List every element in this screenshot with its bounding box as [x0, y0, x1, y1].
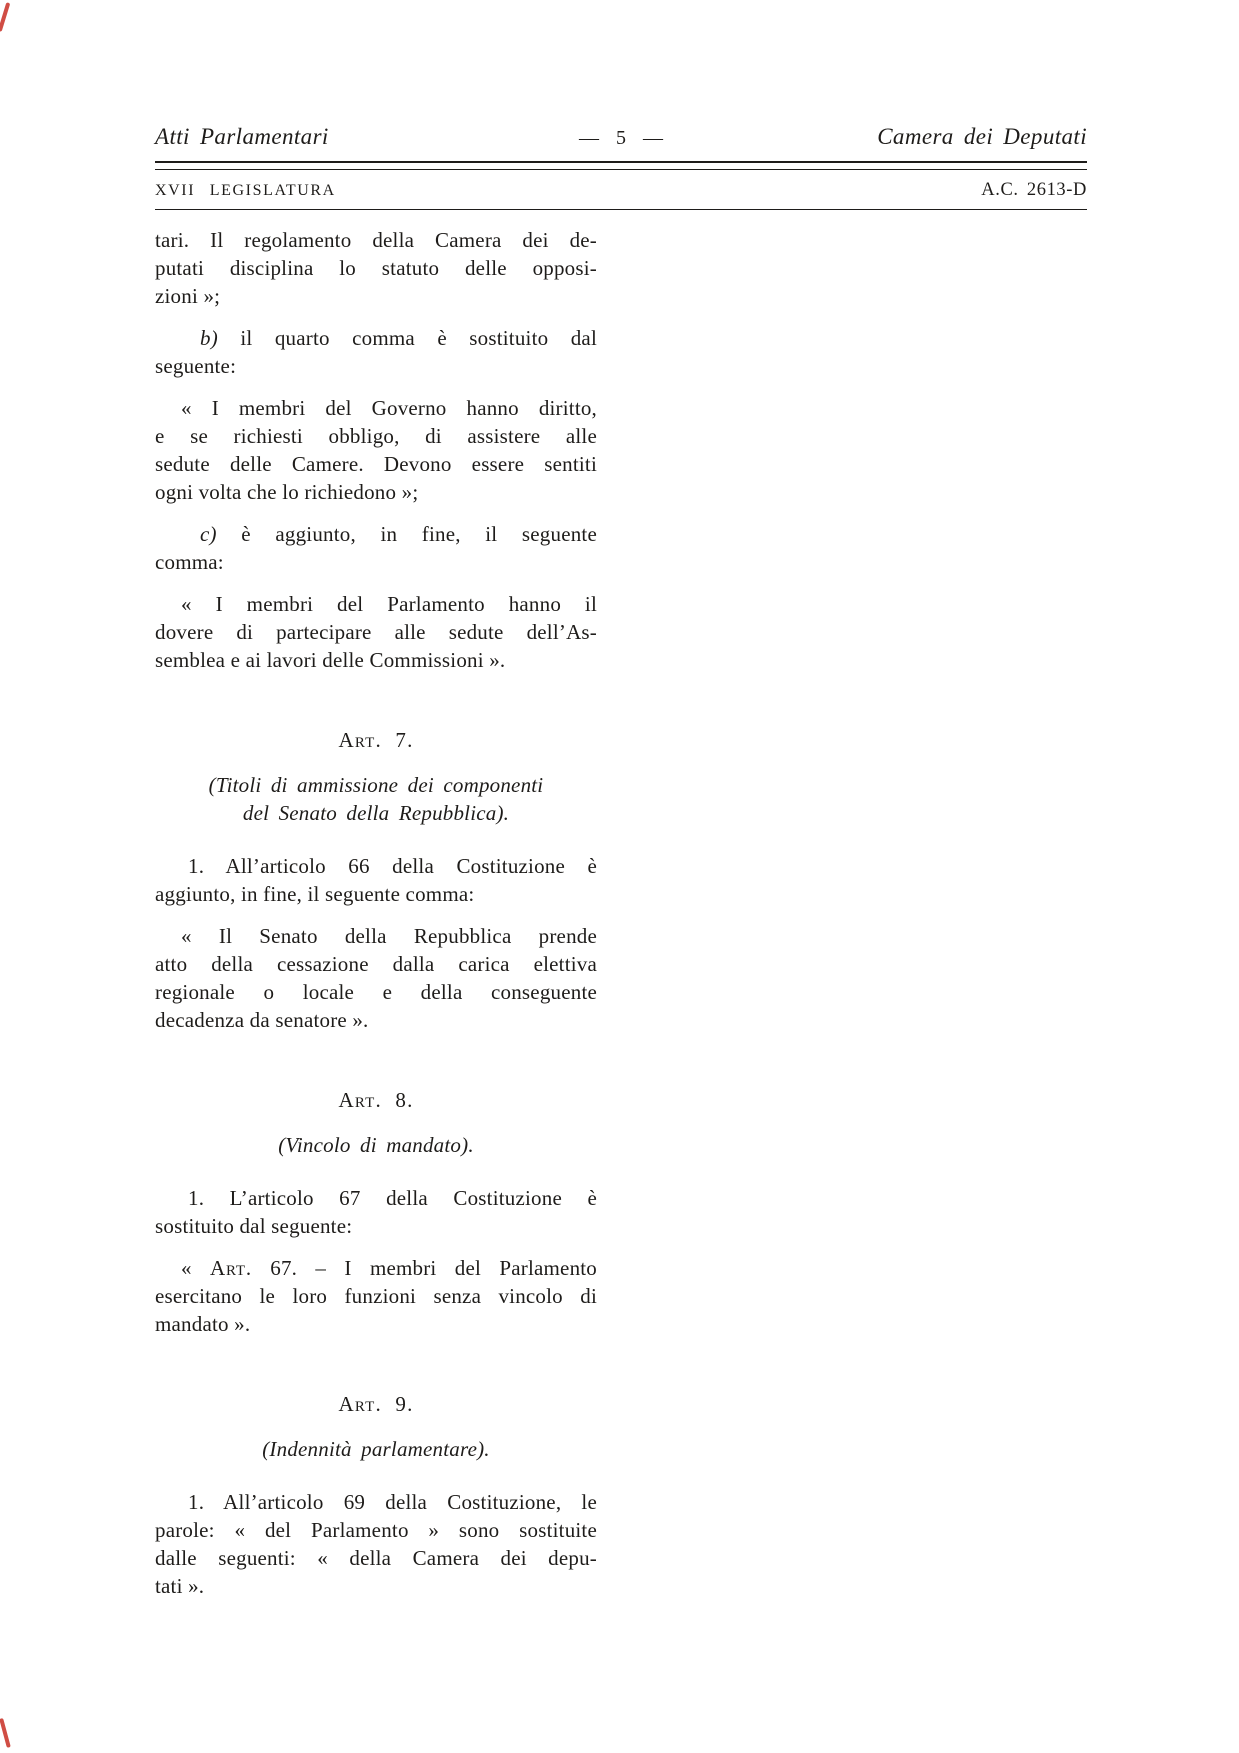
single-rule	[155, 209, 1087, 210]
page-dash-right: —	[643, 127, 663, 149]
page-header	[155, 124, 1087, 152]
body-line: seguente:	[155, 353, 237, 378]
body-line: regionale o locale e della conseguente	[155, 979, 597, 1004]
body-line: zioni »;	[155, 283, 221, 308]
paragraph	[155, 1184, 597, 1240]
article-subtitle	[155, 771, 597, 827]
header-journal-title: Atti Parlamentari	[155, 124, 329, 149]
item-letter: b)	[200, 325, 218, 350]
body-line: 1. L’articolo 67 della Costituzione è	[188, 1185, 597, 1210]
paragraph	[155, 922, 597, 1034]
article-heading: Art. 7.	[338, 727, 414, 752]
body-line: 1. All’articolo 66 della Costituzione è	[188, 853, 597, 878]
body-line	[155, 520, 597, 548]
body-line: dalle seguenti: « della Camera dei depu-	[155, 1545, 597, 1570]
body-line: ogni volta che lo richiedono »;	[155, 479, 419, 504]
body-line: sedute delle Camere. Devono essere sentiti	[155, 451, 597, 476]
subtitle-line: del Senato della Repubblica).	[242, 800, 510, 825]
body-line: tari. Il regolamento della Camera dei de-	[155, 227, 597, 252]
paragraph	[155, 520, 597, 576]
red-pen-mark-bottom-icon	[0, 1718, 10, 1748]
text-block	[155, 0, 1087, 1600]
body-line	[155, 324, 597, 352]
article-heading: Art. 9.	[338, 1391, 414, 1416]
header-legislature: XVII LEGISLATURA	[155, 181, 336, 199]
body-line: mandato ».	[155, 1311, 251, 1336]
header-chamber-title: Camera dei Deputati	[877, 124, 1087, 149]
red-pen-mark-top-icon	[0, 2, 10, 32]
quote-open: «	[181, 1255, 211, 1280]
subtitle-line: (Titoli di ammissione dei componenti	[208, 772, 544, 797]
text-column-right	[597, 226, 1087, 1600]
body-line: sostituito dal seguente:	[155, 1213, 353, 1238]
body-line: aggiunto, in fine, il seguente comma:	[155, 881, 475, 906]
paragraph	[155, 590, 597, 674]
body-line: atto della cessazione dalla carica elettiva	[155, 951, 597, 976]
body-line-text: è aggiunto, in fine, il seguente	[216, 521, 597, 546]
page-subheader	[155, 180, 1087, 202]
subtitle-line: (Indennità parlamentare).	[262, 1436, 490, 1461]
paragraph	[155, 852, 597, 908]
page-number: 5	[616, 127, 626, 149]
paragraph	[155, 1488, 597, 1600]
body-line: dovere di partecipare alle sedute dell’As-	[155, 619, 597, 644]
paragraph	[155, 394, 597, 506]
body-line: putati disciplina lo statuto delle opposi-	[155, 255, 597, 280]
article-subtitle	[155, 1131, 597, 1159]
body-line: parole: « del Parlamento » sono sostituite	[155, 1517, 597, 1542]
body-line: 1. All’articolo 69 della Costituzione, le	[188, 1489, 597, 1514]
article-heading: Art. 8.	[338, 1087, 414, 1112]
body-line: comma:	[155, 549, 224, 574]
header-page-number-group	[579, 127, 663, 150]
article-subtitle	[155, 1435, 597, 1463]
body-line: decadenza da senatore ».	[155, 1007, 369, 1032]
body-line: « Il Senato della Repubblica prende	[181, 923, 597, 948]
body-line: semblea e ai lavori delle Commissioni ».	[155, 647, 506, 672]
text-column-left	[155, 226, 597, 1600]
paragraph	[155, 324, 597, 380]
content-columns	[155, 226, 1087, 1600]
body-line: tati ».	[155, 1573, 205, 1598]
body-line: « I membri del Governo hanno diritto,	[181, 395, 597, 420]
page-dash-left: —	[579, 127, 599, 149]
body-line: « I membri del Parlamento hanno il	[181, 591, 597, 616]
header-act-number: A.C. 2613-D	[981, 179, 1087, 200]
item-letter: c)	[200, 521, 217, 546]
body-line-text: il quarto comma è sostituito dal	[217, 325, 597, 350]
article-ref: Art.	[210, 1255, 252, 1280]
paragraph	[155, 1254, 597, 1338]
double-rule	[155, 161, 1087, 170]
body-line	[155, 1254, 597, 1282]
body-line-text: 67. – I membri del Parlamento	[251, 1255, 597, 1280]
paragraph	[155, 226, 597, 310]
subtitle-line: (Vincolo di mandato).	[278, 1132, 474, 1157]
body-line: e se richiesti obbligo, di assistere alle	[155, 423, 597, 448]
body-line: esercitano le loro funzioni senza vincolo di	[155, 1283, 597, 1308]
